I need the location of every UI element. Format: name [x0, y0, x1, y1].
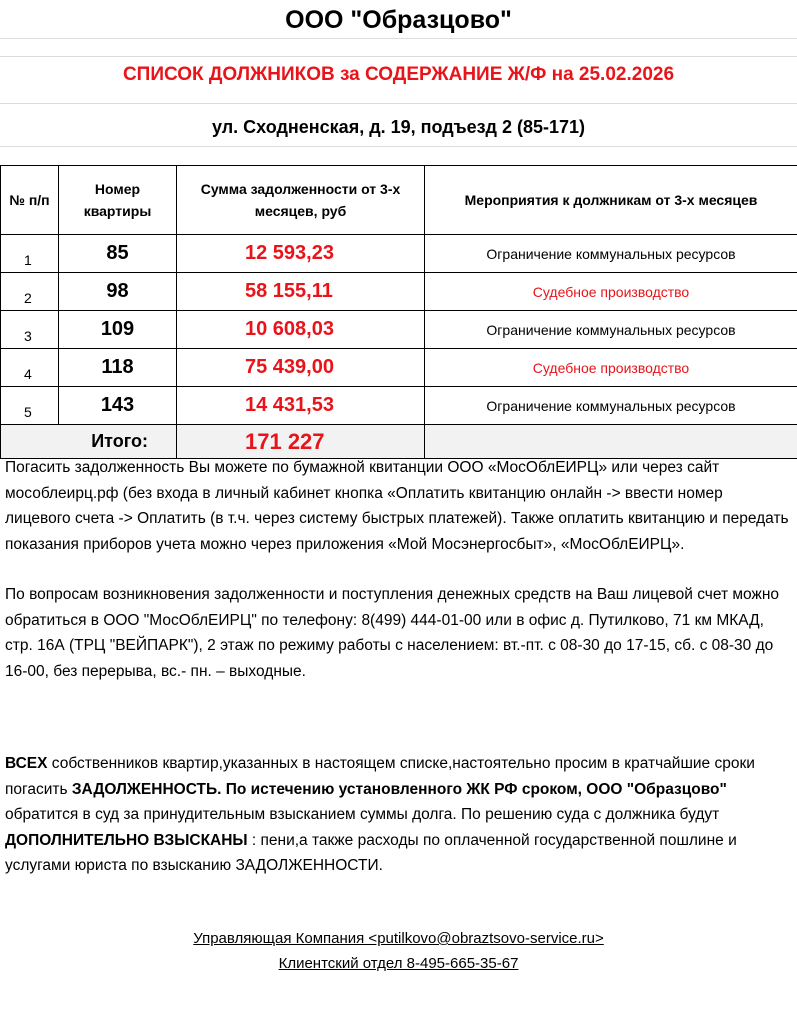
apartment-number: 118: [59, 349, 177, 387]
debt-sum: 75 439,00: [177, 349, 425, 387]
debt-action: Судебное производство: [425, 273, 797, 311]
grid-line: [0, 56, 797, 57]
column-header-number: № п/п: [1, 166, 59, 235]
warning-debt-deadline: ЗАДОЛЖЕННОСТЬ. По истечению установленного ЖК РФ сроком, ООО "Образцово": [71, 780, 727, 798]
total-empty-cell: [425, 425, 797, 459]
warning-additional-charges: ДОПОЛНИТЕЛЬНО ВЗЫСКАНЫ: [5, 831, 248, 849]
row-number: 5: [1, 387, 59, 425]
debt-sum: 12 593,23: [177, 235, 425, 273]
total-row: [1, 425, 797, 459]
table-row: [1, 387, 797, 425]
grid-line: [0, 103, 797, 104]
column-header-apartment: Номер квартиры: [59, 166, 177, 235]
debt-action: Ограничение коммунальных ресурсов: [425, 311, 797, 349]
debt-action: Ограничение коммунальных ресурсов: [425, 387, 797, 425]
column-header-sum: Сумма задолженности от 3-х месяцев, руб: [177, 166, 425, 235]
row-number: 3: [1, 311, 59, 349]
debt-sum: 58 155,11: [177, 273, 425, 311]
apartment-number: 98: [59, 273, 177, 311]
debtors-list-title: СПИСОК ДОЛЖНИКОВ за СОДЕРЖАНИЕ Ж/Ф на 25.02.2026: [122, 64, 675, 85]
apartment-number: 85: [59, 235, 177, 273]
column-header-action: Мероприятия к должникам от 3-х месяцев: [425, 166, 797, 235]
table-header-row: [1, 166, 797, 235]
debt-action: Ограничение коммунальных ресурсов: [425, 235, 797, 273]
row-number: 4: [1, 349, 59, 387]
apartment-number: 143: [59, 387, 177, 425]
grid-line: [0, 38, 797, 39]
total-sum: 171 227: [177, 425, 425, 459]
building-address: ул. Сходненская, д. 19, подъезд 2 (85-171): [211, 117, 586, 137]
debt-sum: 14 431,53: [177, 387, 425, 425]
contacts-info: По вопросам возникновения задолженности и поступления денежных средств на Ваш лицевой счет можно обратиться в ООО "МосОблЕИРЦ" по телефону: 8(499) 444-01-00 или в офис д. Путилково, 71 км МКАД, стр. 16А (ТРЦ "ВЕЙПАРК"), 2 этаж по режиму работы с населением: вт.-пт. с 08-30 до 17-15, сб. с 08-30 до 16-00, без перерыва, вс.- пн. – выходные.: [5, 586, 780, 680]
row-number: 2: [1, 273, 59, 311]
management-company-contact[interactable]: Управляющая Компания <putilkovo@obraztsovo-service.ru>: [193, 930, 604, 947]
grid-line: [0, 146, 797, 147]
debt-sum: 10 608,03: [177, 311, 425, 349]
warning-all-owners: ВСЕХ: [5, 755, 48, 772]
table-row: [1, 311, 797, 349]
total-label: Итого:: [1, 425, 177, 459]
table-row: [1, 235, 797, 273]
debtors-table: [0, 165, 797, 459]
company-title: ООО "Образцово": [285, 6, 512, 34]
table-row: [1, 349, 797, 387]
client-department-contact[interactable]: Клиентский отдел 8-495-665-35-67: [278, 955, 519, 972]
warning-costs: : пени,а также расходы по оплаченной государственной пошлине и услугами юриста по взысканию ЗАДОЛЖЕННОСТИ.: [5, 831, 737, 874]
debt-warning: [5, 751, 792, 879]
debt-action: Судебное производство: [425, 349, 797, 387]
row-number: 1: [1, 235, 59, 273]
warning-court: обратится в суд за принудительным взысканием суммы долга. По решению суда с должника будут: [5, 806, 720, 823]
warning-request: собственников квартир,указанных в настоящем списке,настоятельно просим в кратчайшие сроки погасить: [5, 755, 755, 798]
apartment-number: 109: [59, 311, 177, 349]
payment-info: Погасить задолженность Вы можете по бумажной квитанции ООО «МосОблЕИРЦ» или через сайт мособлеирц.рф (без входа в личный кабинет кнопка «Оплатить квитанцию онлайн -> ввести номер лицевого счета -> Оплатить (в т.ч. через систему быстрых платежей). Также оплатить квитанцию и передать показания приборов учета можно через приложения «Мой Мосэнергосбыт», «МосОблЕИРЦ».: [5, 459, 789, 553]
table-row: [1, 273, 797, 311]
